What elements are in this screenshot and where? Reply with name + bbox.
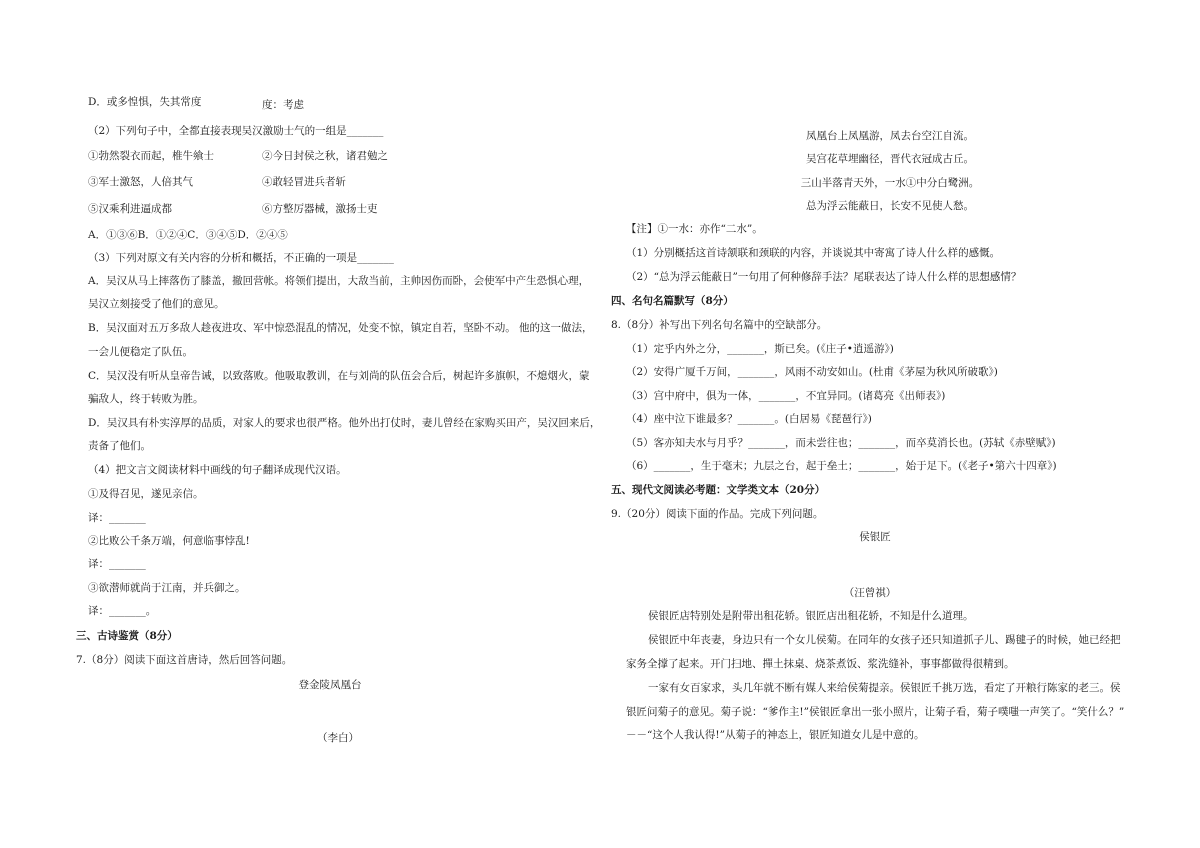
poem-line: 凤凰台上凤凰游，凤去台空江自流。 xyxy=(806,130,974,142)
story-author: （汪曾祺） xyxy=(843,587,897,599)
story-paragraph: 家务全撑了起来。开门扫地、撣土抹桌、烧茶煮饭、浆洗缝补，事事都做得很精到。 xyxy=(626,658,1015,670)
option-item: ⑥方整厉器械，激扬士吏 xyxy=(262,203,378,215)
section-heading-4: 四、名句名篇默写（8分） xyxy=(611,295,734,307)
poem-line: 吴宫花草埋幽径，晋代衣冠成古丘。 xyxy=(806,153,974,165)
paragraph-line: 吴汉立刻接受了他们的意见。 xyxy=(88,298,225,310)
paragraph-line: D．吴汉具有朴实淳厚的品质，对家人的要求也很严格。他外出打仗时，妻儿曾经在家购买田产，吴汉回来后， xyxy=(88,417,601,429)
sentence-1: ①及得召见，遂见亲信。 xyxy=(88,488,204,500)
fill-blank-item: （1）定乎内外之分，_______，斯已矣。(《庄子•逍遥游》) xyxy=(626,343,894,355)
poem-title: 登金陵凤凰台 xyxy=(298,679,362,691)
paragraph-line: 骗敌人，终于转败为胜。 xyxy=(88,393,204,405)
paragraph-line: 一会儿便稳定了队伍。 xyxy=(88,346,193,358)
option-item: ②今日封侯之秋，诸君勉之 xyxy=(262,150,388,162)
paragraph-line: 责备了他们。 xyxy=(88,440,151,452)
section-heading-3: 三、古诗鉴赏（8分） xyxy=(76,630,178,642)
option-d-line: D．或多惶惧，失其常度 xyxy=(88,96,202,108)
option-item: ④敢轻冒进兵者斩 xyxy=(262,176,346,188)
question-7-2: （2）“总为浮云能蔽日”一句用了何种修辞手法？尾联表达了诗人什么样的思想感情？ xyxy=(626,271,1022,283)
option-item: ⑤汉乘利进逼成都 xyxy=(88,203,172,215)
fill-blank-item: （6）_______，生于毫末；九层之台，起于垒土；_______，始于足下。(《老子•第六十四章》) xyxy=(626,460,1057,472)
question-8: 8.（8分）补写出下列名句名篇中的空缺部分。 xyxy=(611,319,828,331)
section-heading-5: 五、现代文阅读必考题：文学类文本（20分） xyxy=(611,484,826,496)
fill-blank-item: （3）宫中府中，俱为一体，_______，不宜异同。(诸葛亮《出师表》) xyxy=(626,390,946,402)
fill-blank-item: （5）客亦知夫水与月乎？_______，而未尝往也；_______，而卒莫消长也。(苏轼《赤壁赋》) xyxy=(626,437,1056,449)
paragraph-line: C．吴汉没有听从皇帝告诫，以致落败。他吸取教训，在与刘尚的队伍会合后，树起许多旗帜，不熄烟火，蒙 xyxy=(88,370,590,382)
fill-blank-item: （2）安得广厦千万间，_______，风雨不动安如山。(杜甫《茅屋为秋风所破歌》) xyxy=(626,366,998,378)
translation-blank: 译：_______。 xyxy=(88,605,157,617)
sentence-2: ②比败公千条万端，何意临事悖乱! xyxy=(88,535,250,547)
question-3: （3）下列对原文有关内容的分析和概括，不正确的一项是_______ xyxy=(88,252,394,264)
question-7-1: （1）分别概括这首诗颔联和颈联的内容，并谈说其中寄寓了诗人什么样的感慨。 xyxy=(626,247,1001,259)
poem-note: 【注】①一水：亦作“二水”。 xyxy=(626,223,763,235)
translation-blank: 译：_______ xyxy=(88,512,146,524)
question-4: （4）把文言文阅读材料中画线的句子翻译成现代汉语。 xyxy=(88,464,347,476)
question-9: 9.（20分）阅读下面的作品。完成下列问题。 xyxy=(611,508,824,520)
translation-blank: 译：_______ xyxy=(88,558,146,570)
fill-blank-item: （4）座中泣下谁最多？_______。(白居易《琵琶行》) xyxy=(626,413,872,425)
paragraph-line: B．吴汉面对五万多敌人趁夜进攻、军中惊恐混乱的情况，处变不惊，镇定自若，坚卧不动。 他的这一做法， xyxy=(88,322,593,334)
gloss-text: 度：考虑 xyxy=(262,99,304,111)
answer-choices: A．①③⑥B．①②④C．③④⑤D．②④⑤ xyxy=(88,229,288,241)
story-paragraph: 一家有女百家求，头几年就不断有媒人来给侯菊提亲。侯银匠千挑万选，看定了开粮行陈家的老三。侯 xyxy=(648,682,1121,694)
question-7: 7.（8分）阅读下面这首唐诗，然后回答问题。 xyxy=(76,654,293,666)
poem-line: 总为浮云能蔽日，长安不见使人愁。 xyxy=(806,200,974,212)
question-2: （2）下列句子中，全都直接表现吴汉激励士气的一组是_______ xyxy=(88,125,384,137)
poem-author: （李白） xyxy=(317,732,359,744)
story-title: 侯银匠 xyxy=(859,531,891,543)
option-item: ③军士激怒，人倍其气 xyxy=(88,176,193,188)
story-paragraph: 侯银匠中年丧妻，身边只有一个女儿侯菊。在同年的女孩子还只知道抓子儿、踢毽子的时候，她已经把 xyxy=(648,634,1121,646)
poem-line: 三山半落青天外，一水①中分白鹭洲。 xyxy=(800,177,980,189)
paragraph-line: A．吴汉从马上摔落伤了膝盖，撤回营帐。将领们提出，大敌当前，主帅因伤而卧，会使军中产生恐惧心理， xyxy=(88,275,590,287)
story-paragraph: 侯银匠店特别处是附带出租花轿。银匠店出租花轿，不知是什么道理。 xyxy=(648,610,974,622)
option-item: ①勃然裂衣而起，椎牛飨士 xyxy=(88,150,214,162)
story-paragraph: 银匠问菊子的意见。菊子说：“爹作主!”侯银匠拿出一张小照片，让菊子看，菊子噗嗤一声笑了。“笑什么？” xyxy=(626,706,1125,718)
story-paragraph: －－“这个人我认得!”从菊子的神态上，银匠知道女儿是中意的。 xyxy=(626,729,925,741)
sentence-3: ③欲潜师就尚于江南，并兵御之。 xyxy=(88,582,246,594)
